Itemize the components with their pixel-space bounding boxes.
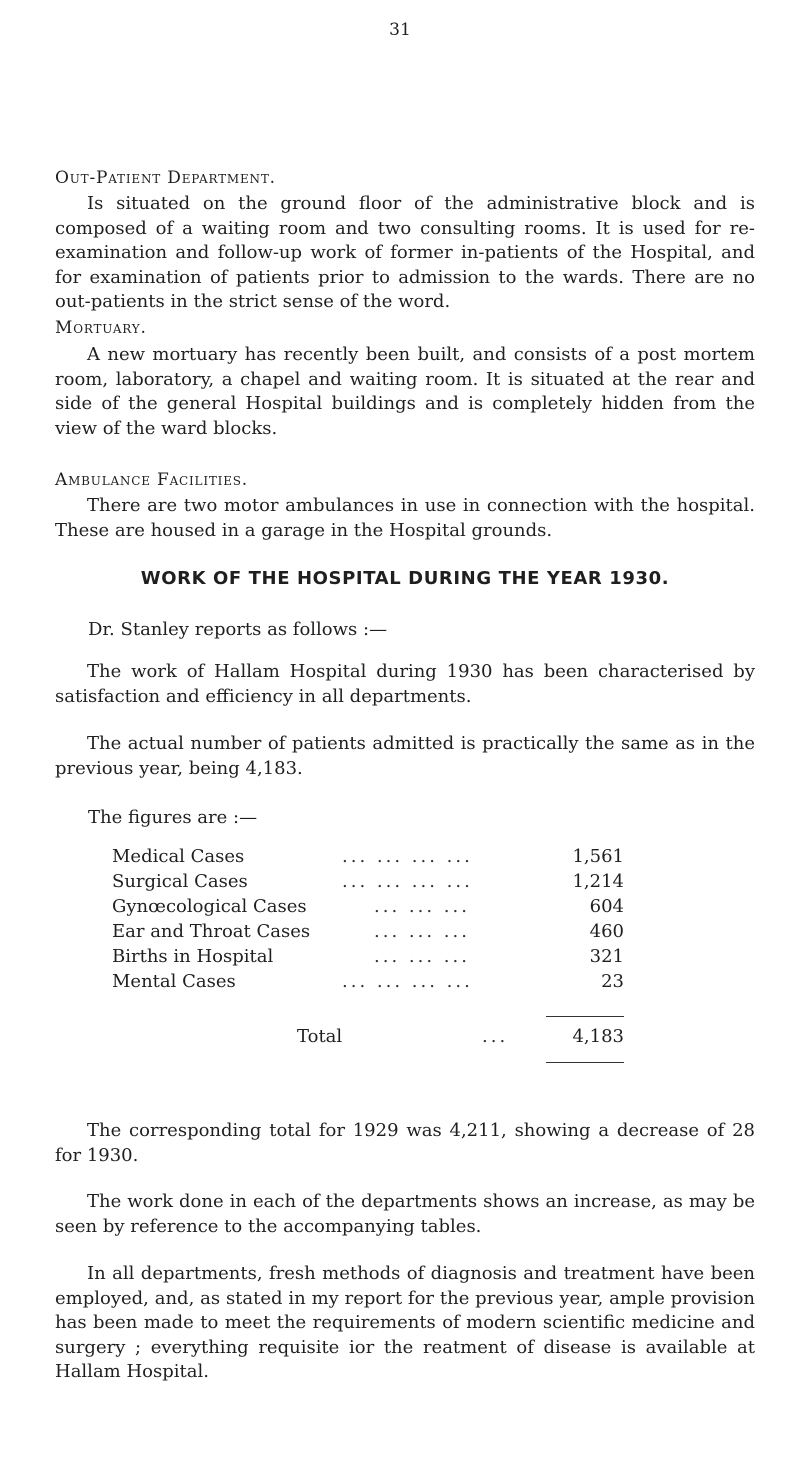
work-section-title: WORK OF THE HOSPITAL DURING THE YEAR 1930. — [140, 568, 670, 589]
paragraph-mortuary: A new mortuary has recently been built, and consists of a post mortem room, laboratory, a chapel and waiting room. It is situated at the rear and side of the general Hospital buildings and is completely hidden from the view of the ward blocks. — [55, 344, 755, 439]
total-rule-bottom — [546, 1062, 624, 1063]
paragraph-fresh-methods: In all departments, fresh methods of diagnosis and treatment have been employed, and, as stated in my report for the previous year, ample provision has been made to meet the requirements of modern scientific medicine and surgery ; everything requisite ior the reatment of disease is available at Hallam Hospital. — [55, 1263, 755, 1383]
row-value: 1,214 — [572, 871, 624, 892]
leader-dots: ... ... ... ... — [342, 846, 473, 867]
table-row — [112, 896, 624, 921]
total-value: 4,183 — [572, 1026, 624, 1047]
row-label: Gynœcological Cases — [112, 896, 307, 917]
leader-dots: ... — [482, 1026, 509, 1047]
heading-mortuary: Mortuary. — [55, 318, 147, 338]
row-value: 604 — [589, 896, 624, 917]
row-label: Births in Hospital — [112, 946, 274, 967]
page-number: 31 — [389, 20, 411, 40]
report-intro: Dr. Stanley reports as follows :— — [88, 619, 388, 640]
heading-outpatient-department: Out-Patient Department. — [55, 168, 276, 188]
row-value: 460 — [589, 921, 624, 942]
total-label: Total — [297, 1026, 343, 1047]
paragraph-work-characterised: The work of Hallam Hospital during 1930 has been characterised by satisfaction and efficiency in all departments. — [55, 661, 755, 707]
row-value: 1,561 — [572, 846, 624, 867]
total-row — [112, 1026, 624, 1051]
leader-dots: ... ... ... — [374, 946, 470, 967]
leader-dots: ... ... ... ... — [342, 871, 473, 892]
table-row — [112, 946, 624, 971]
leader-dots: ... ... ... — [374, 896, 470, 917]
leader-dots: ... ... ... — [374, 921, 470, 942]
row-label: Mental Cases — [112, 971, 236, 992]
total-rule-top — [546, 1016, 624, 1017]
row-label: Medical Cases — [112, 846, 245, 867]
row-value: 23 — [601, 971, 624, 992]
table-row — [112, 921, 624, 946]
paragraph-work-increase: The work done in each of the departments shows an increase, as may be seen by reference to the accompanying tables. — [55, 1191, 755, 1237]
paragraph-corresponding-total: The corresponding total for 1929 was 4,211, showing a decrease of 28 for 1930. — [55, 1120, 755, 1166]
paragraph-patients-admitted: The actual number of patients admitted is practically the same as in the previous year, being 4,183. — [55, 733, 755, 779]
table-row — [112, 846, 624, 871]
heading-ambulance-facilities: Ambulance Facilities. — [55, 470, 248, 490]
leader-dots: ... ... ... ... — [342, 971, 473, 992]
figures-intro: The figures are :— — [88, 807, 258, 828]
table-row — [112, 871, 624, 896]
row-value: 321 — [589, 946, 624, 967]
paragraph-outpatient: Is situated on the ground floor of the administrative block and is composed of a waiting room and two consulting rooms. It is used for re-examination and follow-up work of former in-patients of the Hospital, and for examination of patients prior to admission to the wards. There are no out-patients in the strict sense of the word. — [55, 193, 755, 313]
row-label: Ear and Throat Cases — [112, 921, 311, 942]
table-row — [112, 971, 624, 996]
paragraph-ambulance: There are two motor ambulances in use in connection with the hospital. These are housed in a garage in the Hospital grounds. — [55, 495, 755, 541]
row-label: Surgical Cases — [112, 871, 248, 892]
